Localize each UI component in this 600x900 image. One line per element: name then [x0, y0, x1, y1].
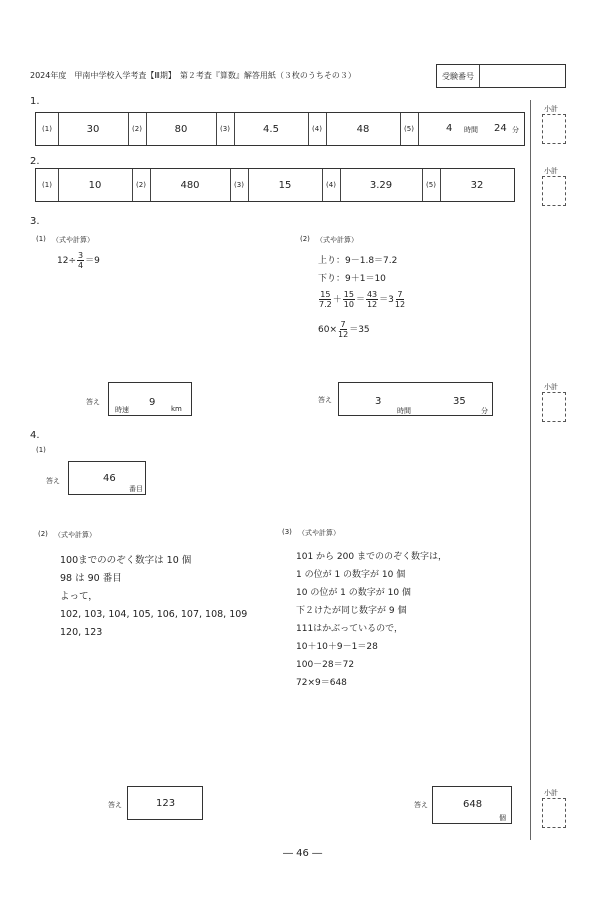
q3-2-fraction-3	[366, 290, 378, 309]
score-label-3: 小計	[544, 383, 558, 391]
q3-2-f1-denominator: 7.2	[319, 300, 332, 309]
q1-1-answer[interactable]: 30	[86, 123, 100, 135]
q4-3-line: 10 の位が 1 の数字が 10 個	[296, 588, 411, 598]
q1-5-num: (5)	[404, 125, 414, 133]
q4-2-heading: （式や計算）	[54, 531, 96, 539]
q4-3-line: 101 から 200 までののぞく数字は，	[296, 552, 447, 562]
q4-2-line: 100までののぞく数字は 10 個	[60, 555, 192, 566]
q4-3-line: 72×9＝648	[296, 678, 347, 688]
q2-4-num: (4)	[326, 181, 336, 189]
q3-1-frac-denominator: 4	[78, 261, 84, 270]
q2-5-answer[interactable]: 32	[470, 179, 484, 191]
q4-label: 4.	[30, 430, 40, 441]
q4-1-answer-value[interactable]: 46	[103, 473, 116, 484]
q4-3-num: (3)	[282, 528, 292, 536]
score-label-4: 小計	[544, 789, 558, 797]
q1-2-answer[interactable]: 80	[174, 123, 188, 135]
q2-3-answer[interactable]: 15	[278, 179, 292, 191]
q3-1-heading: （式や計算）	[52, 236, 94, 244]
q3-2-unit-hours: 時間	[397, 407, 411, 415]
score-box-1[interactable]	[542, 114, 566, 144]
q3-2-heading: （式や計算）	[316, 236, 358, 244]
q2-2-num: (2)	[136, 181, 146, 189]
score-column-rule	[530, 100, 531, 840]
q3-1-answer-unit: km	[171, 405, 182, 413]
q3-2-line4-b: ＝35	[349, 325, 370, 335]
q4-3-heading: （式や計算）	[298, 529, 340, 537]
q1-5-answer-hours[interactable]: 4	[446, 123, 453, 134]
q4-2-num: (2)	[38, 530, 48, 538]
q4-2-answer-value[interactable]: 123	[156, 798, 176, 809]
q2-3-num: (3)	[234, 181, 244, 189]
q3-2-fraction-4	[395, 290, 405, 309]
exam-number-box	[436, 64, 566, 88]
q3-2-answer-minutes[interactable]: 35	[453, 396, 466, 407]
q4-1-num: (1)	[36, 446, 46, 454]
q2-1-answer[interactable]: 10	[88, 179, 102, 191]
score-label-2: 小計	[544, 167, 558, 175]
q4-3-line: 1 の位が 1 の数字が 10 個	[296, 570, 406, 580]
q3-2-line2: 下り：9＋1＝10	[318, 274, 386, 284]
q3-2-num: (2)	[300, 235, 310, 243]
q4-1-answer-box[interactable]	[68, 461, 146, 495]
q3-2-f1-numerator: 15	[320, 290, 331, 299]
q3-2-answer-label: 答え	[318, 396, 332, 404]
q3-2-fraction-1	[319, 290, 332, 309]
q3-2-line3	[318, 290, 406, 309]
q3-1-num: (1)	[36, 235, 46, 243]
q3-2-f5-numerator: 7	[340, 320, 346, 329]
q4-3-answer-label: 答え	[414, 801, 428, 809]
q4-3-line: 100－28＝72	[296, 660, 355, 670]
score-box-2[interactable]	[542, 176, 566, 206]
q1-3-num: (3)	[220, 125, 230, 133]
exam-number-label: 受験番号	[442, 72, 474, 81]
q2-answer-row	[35, 168, 515, 202]
q3-2-line4	[318, 320, 370, 339]
q4-2-answer-label: 答え	[108, 801, 122, 809]
q3-2-f4-denominator: 12	[394, 300, 406, 309]
q4-1-answer-label: 答え	[46, 477, 60, 485]
q1-5-unit-hours: 時間	[464, 126, 478, 134]
score-label-1: 小計	[544, 105, 558, 113]
score-box-3[interactable]	[542, 392, 566, 422]
q4-3-answer-box[interactable]	[432, 786, 512, 824]
q1-2-num: (2)	[132, 125, 142, 133]
q3-1-frac-numerator: 3	[78, 251, 84, 260]
q3-2-answer-hours[interactable]: 3	[375, 396, 382, 407]
q2-5-num: (5)	[426, 181, 436, 189]
q2-4-answer[interactable]: 3.29	[369, 179, 393, 191]
q4-2-line: よって，	[60, 591, 98, 602]
q3-2-line1: 上り：9－1.8＝7.2	[318, 256, 398, 266]
q3-1-answer-prefix: 時速	[115, 406, 129, 414]
q1-answer-row	[35, 112, 525, 146]
q3-2-fraction-5	[338, 320, 348, 339]
q4-1-answer-unit: 番目	[129, 485, 143, 493]
q3-2-f3-numerator: 43	[366, 290, 378, 299]
q4-2-work	[60, 552, 280, 642]
q3-2-unit-minutes: 分	[481, 407, 488, 415]
header-title: 2024年度 甲南中学校入学考査【Ⅲ期】 第２考査『算数』解答用紙（３枚のうちその３）	[30, 71, 356, 80]
q2-2-answer[interactable]: 480	[180, 179, 200, 191]
q1-1-num: (1)	[42, 125, 52, 133]
q3-2-equals-1: ＝	[355, 295, 365, 305]
q3-1-calc	[57, 251, 100, 270]
q4-3-work	[296, 548, 521, 692]
q4-3-line: 下２けたが同じ数字が 9 個	[296, 606, 407, 616]
q3-label: 3.	[30, 216, 40, 227]
q3-2-f4-numerator: 7	[397, 290, 403, 299]
page-number: ― 46 ―	[283, 848, 323, 859]
q4-2-line: 120, 123	[60, 627, 103, 638]
q2-label: 2.	[30, 156, 40, 167]
q3-2-f5-denominator: 12	[338, 330, 349, 339]
q4-3-answer-value[interactable]: 648	[463, 799, 483, 810]
q3-1-calc-b: ＝9	[85, 256, 100, 266]
q4-3-answer-unit: 個	[499, 814, 506, 822]
q1-5-answer-minutes[interactable]: 24	[494, 123, 507, 134]
q3-2-answer-box[interactable]	[338, 382, 493, 416]
q4-3-line: 10＋10＋9－1＝28	[296, 642, 378, 652]
q4-2-line: 102, 103, 104, 105, 106, 107, 108, 109	[60, 609, 248, 620]
q3-2-f2-denominator: 10	[343, 300, 354, 309]
q3-2-line4-a: 60×	[318, 325, 337, 335]
q1-label: 1.	[30, 96, 40, 107]
q2-1-num: (1)	[42, 181, 52, 189]
q1-5-unit-minutes: 分	[512, 126, 519, 134]
q4-2-line: 98 は 90 番目	[60, 573, 122, 584]
q3-1-fraction	[77, 251, 84, 270]
q3-2-plus: ＋	[332, 295, 342, 305]
q4-2-answer-box[interactable]	[127, 786, 203, 820]
q3-2-f3-denominator: 12	[366, 300, 378, 309]
q4-3-line: 111はかぶっているので，	[296, 624, 403, 634]
q1-4-num: (4)	[312, 125, 322, 133]
q3-1-answer-label: 答え	[86, 398, 100, 406]
q3-1-calc-a: 12÷	[57, 256, 76, 266]
q3-1-answer-box[interactable]	[108, 382, 192, 416]
q3-2-fraction-2	[343, 290, 355, 309]
q1-4-answer[interactable]: 48	[356, 123, 370, 135]
score-box-4[interactable]	[542, 798, 566, 828]
q3-1-answer-value[interactable]: 9	[149, 397, 156, 408]
q3-2-f2-numerator: 15	[343, 290, 354, 299]
q1-3-answer[interactable]: 4.5	[263, 123, 279, 135]
q3-2-equals-2: ＝3	[379, 295, 394, 305]
